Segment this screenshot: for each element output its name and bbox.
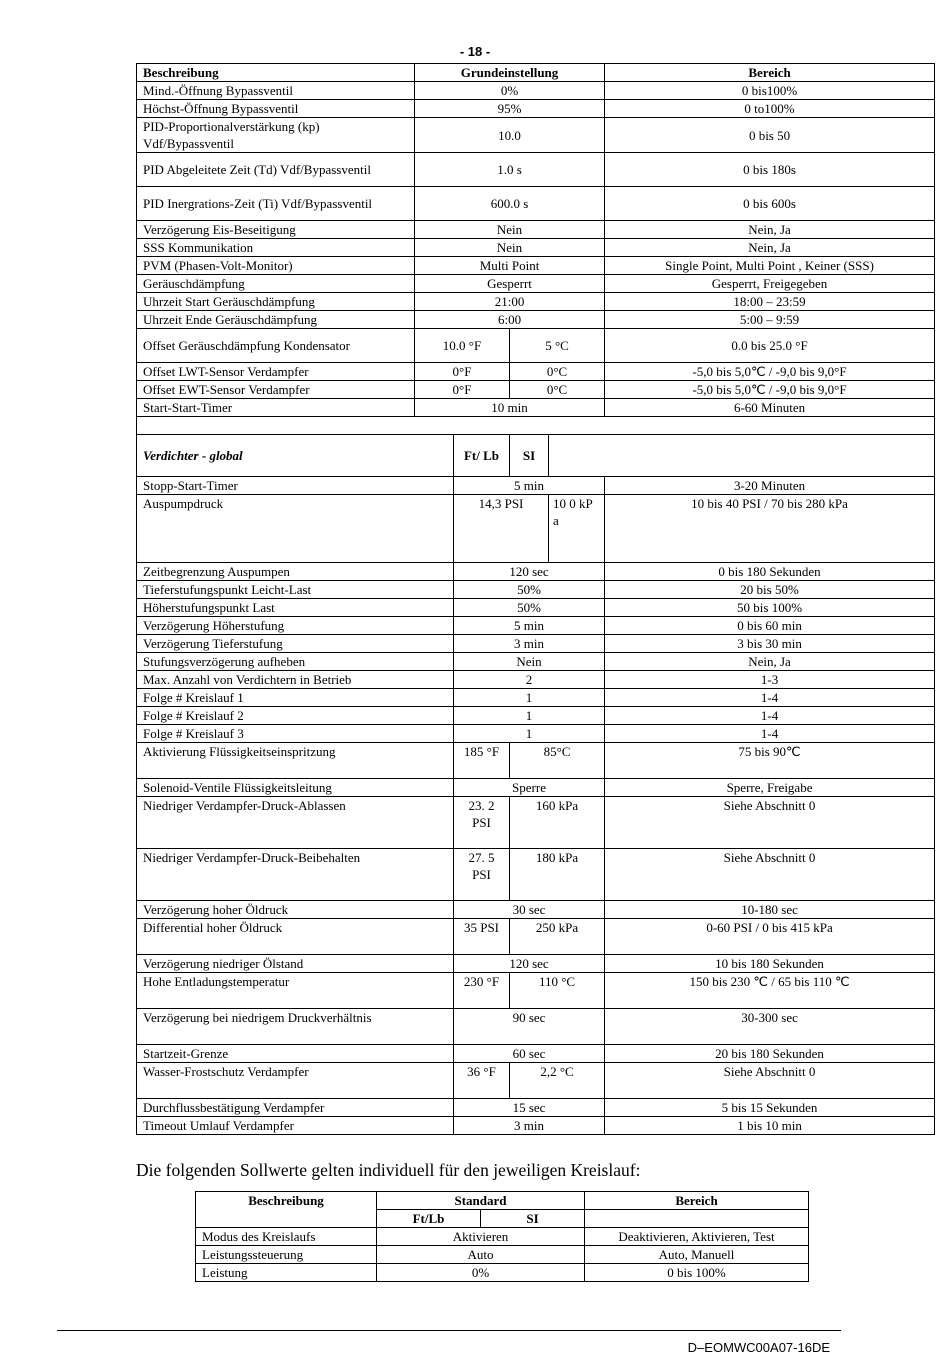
cell-desc: Verzögerung Eis-Beseitigung bbox=[137, 221, 415, 239]
cell-default: 6:00 bbox=[415, 311, 605, 329]
cell-ftlb: 230 °F bbox=[454, 973, 510, 1009]
cell-desc: Folge # Kreislauf 1 bbox=[137, 689, 454, 707]
header-ftlb: Ft/ Lb bbox=[454, 435, 510, 477]
cell-range: Nein, Ja bbox=[605, 239, 935, 257]
cell-range: 6-60 Minuten bbox=[605, 399, 935, 417]
header-grundeinstellung: Grundeinstellung bbox=[415, 64, 605, 82]
table-row bbox=[137, 1045, 935, 1063]
cell-desc: Solenoid-Ventile Flüssigkeitsleitung bbox=[137, 779, 454, 797]
table-header-row bbox=[137, 64, 935, 82]
table-row bbox=[137, 275, 935, 293]
cell-desc: Hohe Entladungstemperatur bbox=[137, 973, 454, 1009]
cell-desc: Wasser-Frostschutz Verdampfer bbox=[137, 1063, 454, 1099]
cell-range: 0 bis 180 Sekunden bbox=[605, 563, 935, 581]
table-row bbox=[137, 779, 935, 797]
cell-range: Siehe Abschnitt 0 bbox=[605, 797, 935, 849]
table-row bbox=[196, 1228, 809, 1246]
cell-desc: Start-Start-Timer bbox=[137, 399, 415, 417]
document-code: D–EOMWC00A07-16DE bbox=[687, 1340, 830, 1355]
cell-default: 15 sec bbox=[454, 1099, 605, 1117]
cell-range: -5,0 bis 5,0℃ / -9,0 bis 9,0°F bbox=[605, 363, 935, 381]
cell-default: 60 sec bbox=[454, 1045, 605, 1063]
circuit-intro-text: Die folgenden Sollwerte gelten individuell für den jeweiligen Kreislauf: bbox=[136, 1160, 641, 1180]
cell-default: 10.0 bbox=[415, 118, 605, 153]
cell-ftlb: 0°F bbox=[415, 363, 510, 381]
cell-si: 110 °C bbox=[510, 973, 605, 1009]
cell-default: 50% bbox=[454, 581, 605, 599]
cell-range: Sperre, Freigabe bbox=[605, 779, 935, 797]
header-bereich: Bereich bbox=[585, 1192, 809, 1210]
cell-default: 21:00 bbox=[415, 293, 605, 311]
cell-range: Nein, Ja bbox=[605, 653, 935, 671]
cell-range: 3 bis 30 min bbox=[605, 635, 935, 653]
cell-range: 0-60 PSI / 0 bis 415 kPa bbox=[605, 919, 935, 955]
cell-default: 30 sec bbox=[454, 901, 605, 919]
table-row bbox=[137, 118, 935, 153]
page-number: - 18 - bbox=[459, 44, 491, 59]
cell-default: 0% bbox=[415, 82, 605, 100]
table-row bbox=[137, 381, 935, 399]
cell-ftlb: 27. 5 PSI bbox=[454, 849, 510, 901]
cell-desc: Startzeit-Grenze bbox=[137, 1045, 454, 1063]
cell-desc: SSS Kommunikation bbox=[137, 239, 415, 257]
cell-default: 10 min bbox=[415, 399, 605, 417]
cell-default: 90 sec bbox=[454, 1009, 605, 1045]
cell-si: 160 kPa bbox=[510, 797, 605, 849]
table-row bbox=[137, 311, 935, 329]
cell-ftlb: 10.0 °F bbox=[415, 329, 510, 363]
cell-si: 180 kPa bbox=[510, 849, 605, 901]
table-row bbox=[137, 363, 935, 381]
cell-default: 1 bbox=[454, 707, 605, 725]
cell-desc: Stufungsverzögerung aufheben bbox=[137, 653, 454, 671]
cell-range: 0 bis 600s bbox=[605, 187, 935, 221]
cell-default: 600.0 s bbox=[415, 187, 605, 221]
cell-ftlb: 0°F bbox=[415, 381, 510, 399]
header-si: SI bbox=[510, 435, 549, 477]
cell-range: 3-20 Minuten bbox=[605, 477, 935, 495]
circuit-settings-table bbox=[195, 1191, 809, 1282]
cell-range: 50 bis 100% bbox=[605, 599, 935, 617]
header-beschreibung: Beschreibung bbox=[196, 1192, 377, 1228]
cell-range: 0 bis 100% bbox=[585, 1264, 809, 1282]
cell-default: 95% bbox=[415, 100, 605, 118]
cell-range: 0 bis 50 bbox=[605, 118, 935, 153]
table-row bbox=[137, 293, 935, 311]
empty-row bbox=[137, 417, 935, 435]
cell-range: 0 to100% bbox=[605, 100, 935, 118]
cell-range: 20 bis 180 Sekunden bbox=[605, 1045, 935, 1063]
header-si: SI bbox=[481, 1210, 585, 1228]
table-row bbox=[137, 707, 935, 725]
cell-desc: Offset EWT-Sensor Verdampfer bbox=[137, 381, 415, 399]
cell-desc: Mind.-Öffnung Bypassventil bbox=[137, 82, 415, 100]
cell-default: 1 bbox=[454, 689, 605, 707]
cell-desc: PID Inergrations-Zeit (Ti) Vdf/Bypassventil bbox=[137, 187, 415, 221]
cell-desc: PID-Proportionalverstärkung (kp) Vdf/Bypassventil bbox=[137, 118, 415, 153]
cell-desc: Tieferstufungspunkt Leicht-Last bbox=[137, 581, 454, 599]
cell-ftlb: 14,3 PSI bbox=[454, 495, 549, 563]
cell-si: 5 °C bbox=[510, 329, 605, 363]
cell-default: 120 sec bbox=[454, 563, 605, 581]
header-bereich: Bereich bbox=[605, 64, 935, 82]
table-row bbox=[137, 1099, 935, 1117]
cell-si: 85°C bbox=[510, 743, 605, 779]
cell-default: Gesperrt bbox=[415, 275, 605, 293]
cell-default: 5 min bbox=[454, 477, 605, 495]
cell-range: 5 bis 15 Sekunden bbox=[605, 1099, 935, 1117]
cell-desc: Folge # Kreislauf 2 bbox=[137, 707, 454, 725]
cell-desc: Leistungssteuerung bbox=[196, 1246, 377, 1264]
cell-default: 50% bbox=[454, 599, 605, 617]
cell-range: 0.0 bis 25.0 °F bbox=[605, 329, 935, 363]
cell-desc: Uhrzeit Start Geräuschdämpfung bbox=[137, 293, 415, 311]
table-row bbox=[137, 653, 935, 671]
header-standard: Standard bbox=[377, 1192, 585, 1210]
table-row bbox=[137, 617, 935, 635]
cell-ftlb: 23. 2 PSI bbox=[454, 797, 510, 849]
cell-range: 1-3 bbox=[605, 671, 935, 689]
cell-default: Nein bbox=[415, 239, 605, 257]
cell-range: Auto, Manuell bbox=[585, 1246, 809, 1264]
table-row bbox=[137, 221, 935, 239]
cell-range: 150 bis 230 ℃ / 65 bis 110 ℃ bbox=[605, 973, 935, 1009]
table-row bbox=[137, 599, 935, 617]
cell-ftlb: 36 °F bbox=[454, 1063, 510, 1099]
table-row bbox=[196, 1246, 809, 1264]
table-row bbox=[137, 797, 935, 849]
header-ftlb: Ft/Lb bbox=[377, 1210, 481, 1228]
cell-range: 1-4 bbox=[605, 725, 935, 743]
cell-si: 250 kPa bbox=[510, 919, 605, 955]
cell-range: 75 bis 90℃ bbox=[605, 743, 935, 779]
cell-desc: Niedriger Verdampfer-Druck-Ablassen bbox=[137, 797, 454, 849]
table-row bbox=[137, 955, 935, 973]
cell-desc: Verzögerung niedriger Ölstand bbox=[137, 955, 454, 973]
cell-range: 10-180 sec bbox=[605, 901, 935, 919]
cell-range: 0 bis 60 min bbox=[605, 617, 935, 635]
cell-desc: Leistung bbox=[196, 1264, 377, 1282]
cell-default: 1.0 s bbox=[415, 153, 605, 187]
cell-desc: Offset LWT-Sensor Verdampfer bbox=[137, 363, 415, 381]
empty-cell bbox=[549, 435, 935, 477]
cell-range: 18:00 – 23:59 bbox=[605, 293, 935, 311]
table-row bbox=[137, 82, 935, 100]
cell-range: Siehe Abschnitt 0 bbox=[605, 849, 935, 901]
table-row bbox=[137, 257, 935, 275]
table-row bbox=[137, 635, 935, 653]
table-row bbox=[137, 743, 935, 779]
section-title: Verdichter - global bbox=[137, 435, 454, 477]
cell-desc: Verzögerung hoher Öldruck bbox=[137, 901, 454, 919]
table-row bbox=[137, 153, 935, 187]
cell-desc: Aktivierung Flüssigkeitseinspritzung bbox=[137, 743, 454, 779]
table-row bbox=[137, 725, 935, 743]
cell-desc: Geräuschdämpfung bbox=[137, 275, 415, 293]
cell-si: 0°C bbox=[510, 363, 605, 381]
cell-desc: Modus des Kreislaufs bbox=[196, 1228, 377, 1246]
table-row bbox=[137, 671, 935, 689]
cell-default: Nein bbox=[415, 221, 605, 239]
table-row bbox=[137, 495, 935, 563]
table-row bbox=[137, 581, 935, 599]
section-header-row bbox=[137, 435, 935, 477]
cell-default: Aktivieren bbox=[377, 1228, 585, 1246]
table-row bbox=[137, 239, 935, 257]
cell-si: 10 0 kP a bbox=[549, 495, 605, 563]
cell-range: 0 bis 180s bbox=[605, 153, 935, 187]
table-row bbox=[137, 973, 935, 1009]
table-row bbox=[137, 849, 935, 901]
table-row bbox=[137, 1117, 935, 1135]
table-row bbox=[137, 919, 935, 955]
table-row bbox=[137, 187, 935, 221]
cell-default: Auto bbox=[377, 1246, 585, 1264]
cell-default: 0% bbox=[377, 1264, 585, 1282]
table-row bbox=[137, 399, 935, 417]
cell-desc: Verzögerung bei niedrigem Druckverhältnis bbox=[137, 1009, 454, 1045]
cell-default: Sperre bbox=[454, 779, 605, 797]
cell-range: 1-4 bbox=[605, 689, 935, 707]
cell-desc: Timeout Umlauf Verdampfer bbox=[137, 1117, 454, 1135]
cell-range: 10 bis 40 PSI / 70 bis 280 kPa bbox=[605, 495, 935, 563]
cell-desc: Verzögerung Höherstufung bbox=[137, 617, 454, 635]
cell-range: 20 bis 50% bbox=[605, 581, 935, 599]
cell-range: Siehe Abschnitt 0 bbox=[605, 1063, 935, 1099]
table-row bbox=[137, 563, 935, 581]
cell-range: 30-300 sec bbox=[605, 1009, 935, 1045]
cell-desc: PID Abgeleitete Zeit (Td) Vdf/Bypassventil bbox=[137, 153, 415, 187]
cell-desc: Höchst-Öffnung Bypassventil bbox=[137, 100, 415, 118]
cell-desc: Stopp-Start-Timer bbox=[137, 477, 454, 495]
cell-desc: Offset Geräuschdämpfung Kondensator bbox=[137, 329, 415, 363]
table-row bbox=[196, 1264, 809, 1282]
header-beschreibung: Beschreibung bbox=[137, 64, 415, 82]
table-row bbox=[137, 1009, 935, 1045]
cell-range: Deaktivieren, Aktivieren, Test bbox=[585, 1228, 809, 1246]
cell-desc: Uhrzeit Ende Geräuschdämpfung bbox=[137, 311, 415, 329]
cell-desc: PVM (Phasen-Volt-Monitor) bbox=[137, 257, 415, 275]
table-row bbox=[137, 100, 935, 118]
cell-range: Single Point, Multi Point , Keiner (SSS) bbox=[605, 257, 935, 275]
cell-desc: Zeitbegrenzung Auspumpen bbox=[137, 563, 454, 581]
cell-range: 5:00 – 9:59 bbox=[605, 311, 935, 329]
cell-desc: Niedriger Verdampfer-Druck-Beibehalten bbox=[137, 849, 454, 901]
cell-default: 3 min bbox=[454, 635, 605, 653]
cell-desc: Verzögerung Tieferstufung bbox=[137, 635, 454, 653]
cell-range: Nein, Ja bbox=[605, 221, 935, 239]
cell-range: 1-4 bbox=[605, 707, 935, 725]
table-row bbox=[137, 477, 935, 495]
cell-default: Multi Point bbox=[415, 257, 605, 275]
cell-ftlb: 185 °F bbox=[454, 743, 510, 779]
empty-cell bbox=[585, 1210, 809, 1228]
cell-default: 1 bbox=[454, 725, 605, 743]
cell-default: 3 min bbox=[454, 1117, 605, 1135]
cell-desc: Höherstufungspunkt Last bbox=[137, 599, 454, 617]
cell-range: 0 bis100% bbox=[605, 82, 935, 100]
spacer-row bbox=[137, 417, 935, 435]
cell-desc: Max. Anzahl von Verdichtern in Betrieb bbox=[137, 671, 454, 689]
cell-ftlb: 35 PSI bbox=[454, 919, 510, 955]
cell-range: 10 bis 180 Sekunden bbox=[605, 955, 935, 973]
cell-desc: Folge # Kreislauf 3 bbox=[137, 725, 454, 743]
cell-range: 1 bis 10 min bbox=[605, 1117, 935, 1135]
cell-range: -5,0 bis 5,0℃ / -9,0 bis 9,0°F bbox=[605, 381, 935, 399]
cell-desc: Durchflussbestätigung Verdampfer bbox=[137, 1099, 454, 1117]
table-header-row bbox=[196, 1192, 809, 1210]
cell-si: 2,2 °C bbox=[510, 1063, 605, 1099]
cell-desc: Auspumpdruck bbox=[137, 495, 454, 563]
cell-range: Gesperrt, Freigegeben bbox=[605, 275, 935, 293]
cell-default: 5 min bbox=[454, 617, 605, 635]
settings-table bbox=[136, 63, 935, 1135]
table-row bbox=[137, 689, 935, 707]
cell-default: 2 bbox=[454, 671, 605, 689]
table-row bbox=[137, 1063, 935, 1099]
cell-desc: Differential hoher Öldruck bbox=[137, 919, 454, 955]
cell-si: 0°C bbox=[510, 381, 605, 399]
cell-default: 120 sec bbox=[454, 955, 605, 973]
table-row bbox=[137, 901, 935, 919]
footer-rule bbox=[57, 1330, 841, 1331]
cell-default: Nein bbox=[454, 653, 605, 671]
table-row bbox=[137, 329, 935, 363]
